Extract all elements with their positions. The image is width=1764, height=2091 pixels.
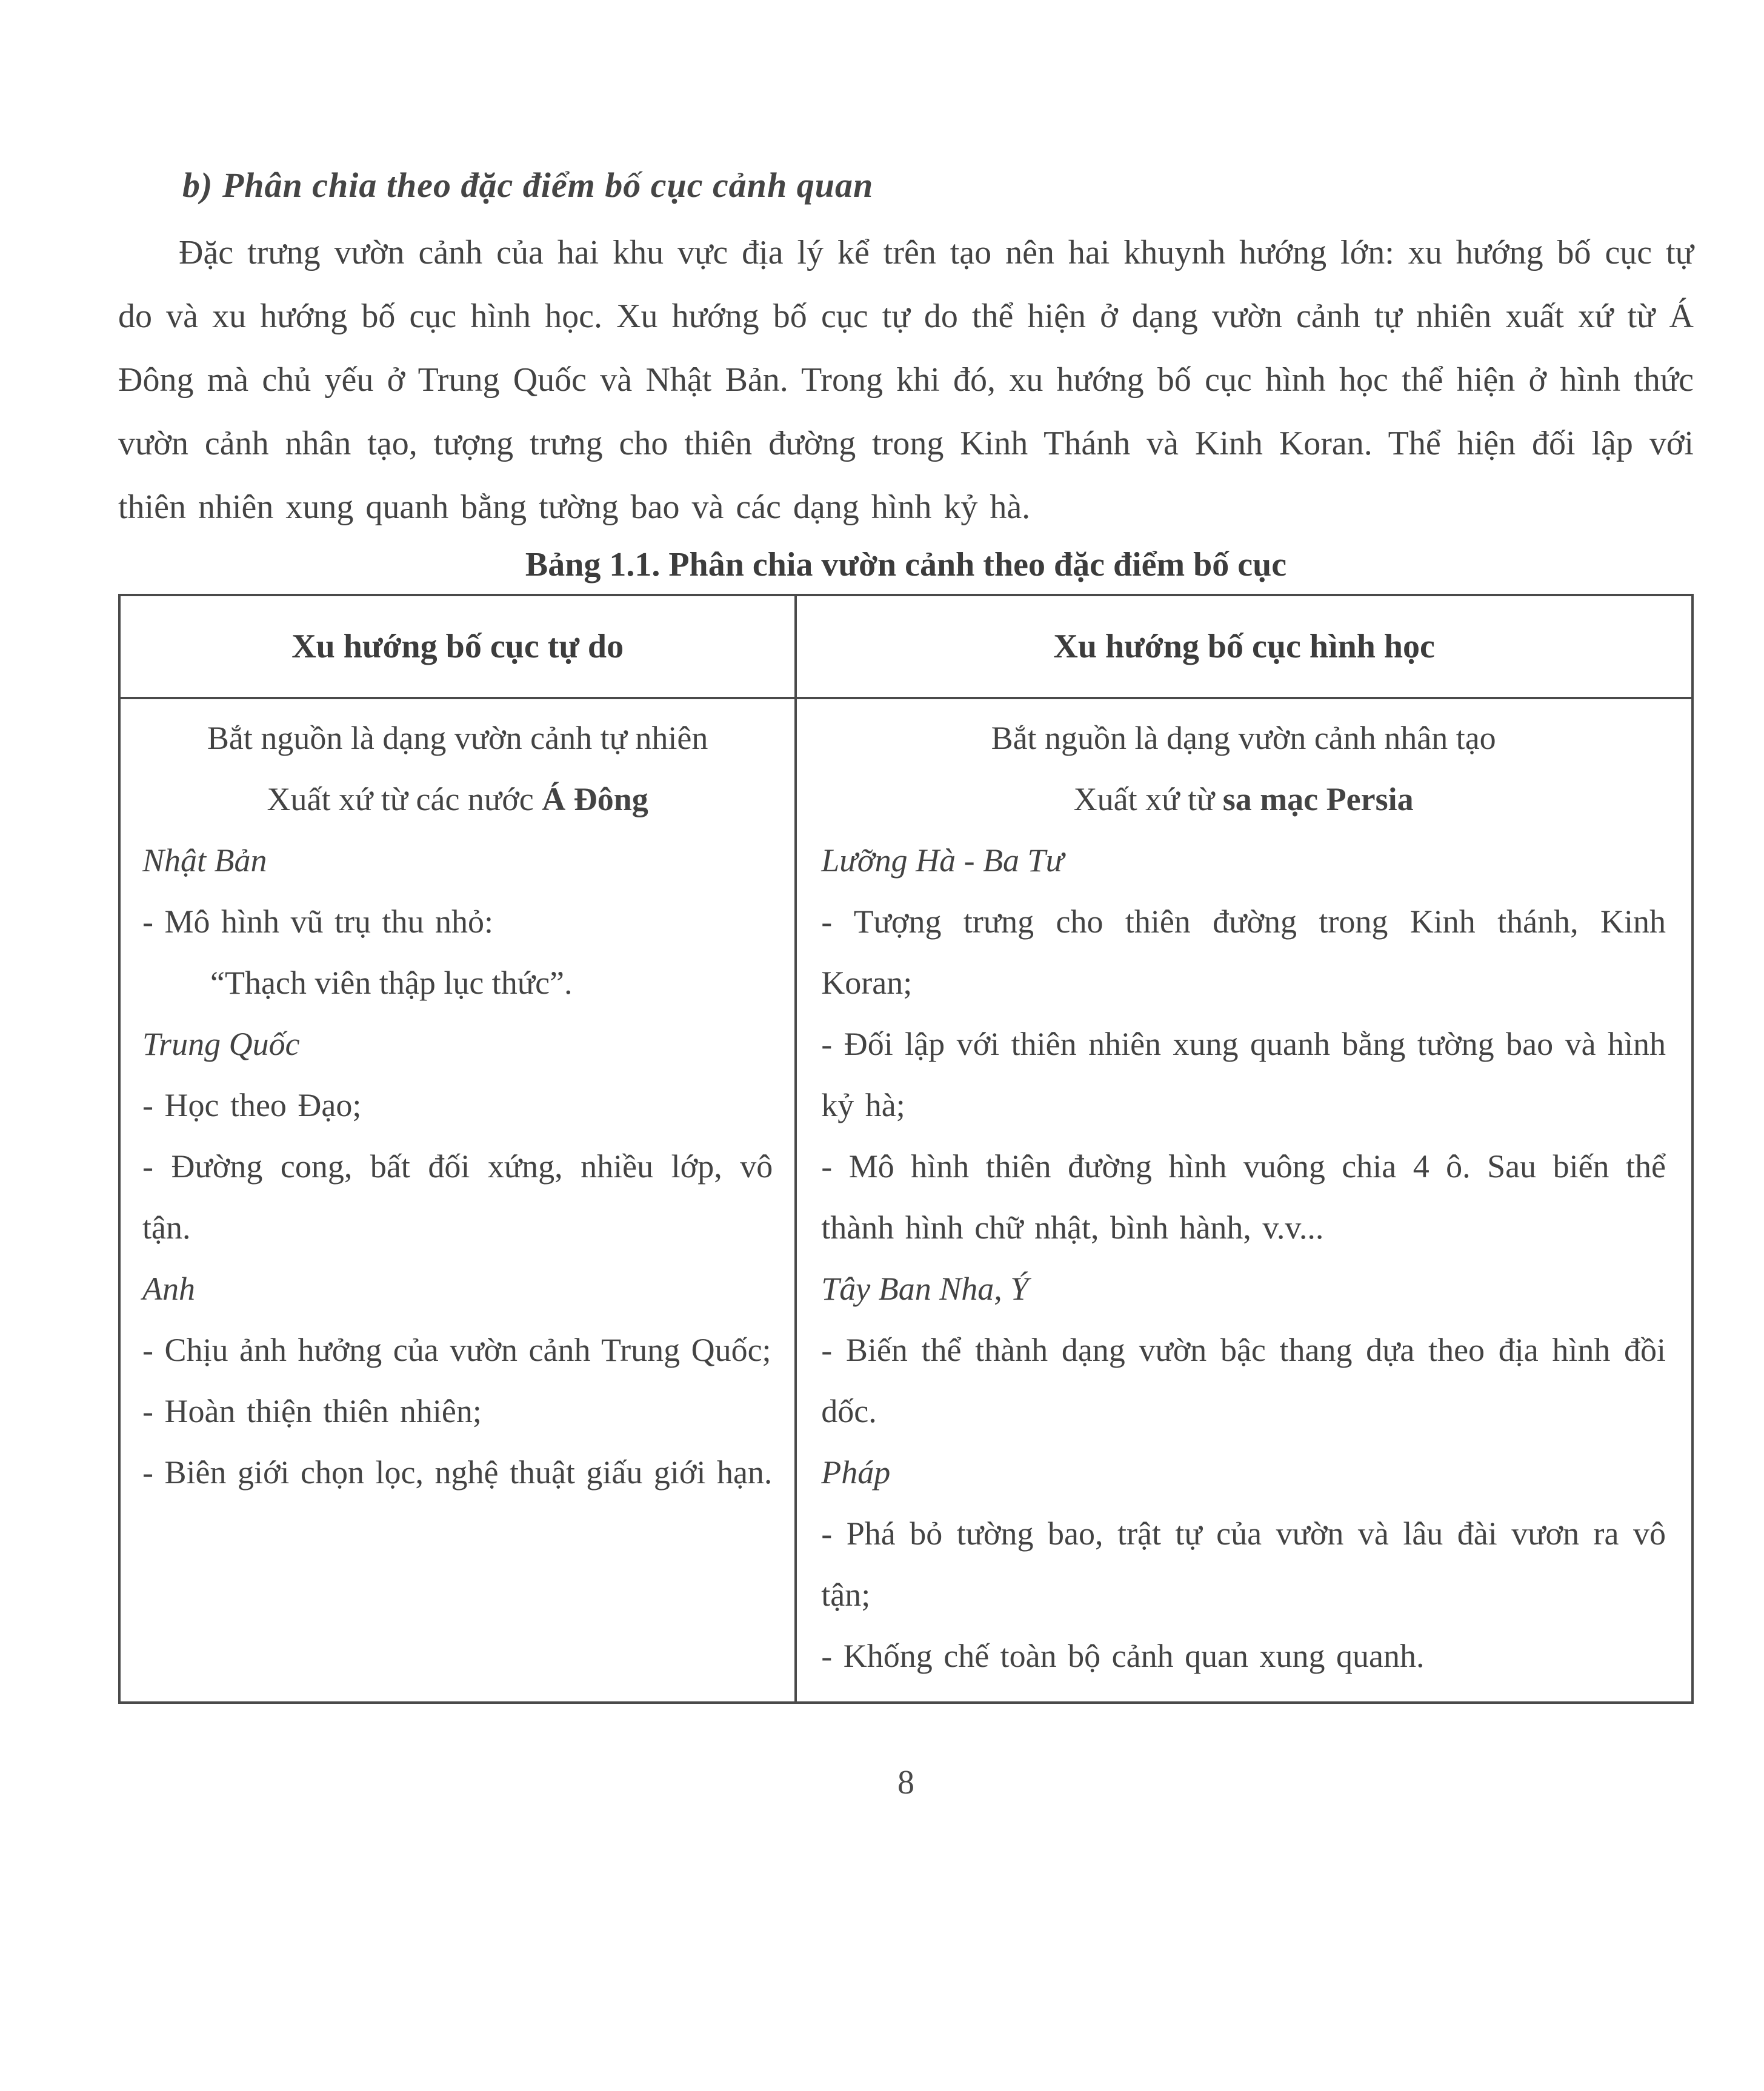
geo-origin-line: Bắt nguồn là dạng vườn cảnh nhân tạo [991,720,1496,756]
country-japan: Nhật Bản [142,842,267,879]
geo-item: - Khống chế toàn bộ cảnh quan xung quanh. [821,1638,1425,1674]
country-france: Pháp [821,1454,891,1491]
free-source-prefix: Xuất xứ từ các nước [267,781,542,817]
table-header-row [119,595,1692,698]
free-source-bold: Á Đông [542,781,648,817]
free-item: - Đường cong, bất đối xứng, nhiều lớp, vô tận. [142,1148,773,1246]
intro-paragraph: Đặc trưng vườn cảnh của hai khu vực địa lý kể trên tạo nên hai khuynh hướng lớn: xu hướng bố cục tự do và xu hướng bố cục hình học. Xu hướng bố cục tự do thể hiện ở dạng vườn cảnh tự nhiên xuất xứ từ Á Đông mà chủ yếu ở Trung Quốc và Nhật Bản. Trong khi đó, xu hướng bố cục hình học thể hiện ở hình thức vườn cảnh nhân tạo, tượng trưng cho thiên đường trong Kinh Thánh và Kinh Koran. Thể hiện đối lập với thiên nhiên xung quanh bằng tường bao và các dạng hình kỷ hà. [118,234,1694,526]
country-mesopotamia-persia: Lưỡng Hà - Ba Tư [821,842,1064,879]
free-origin-line: Bắt nguồn là dạng vườn cảnh tự nhiên [207,720,708,756]
country-spain-italy: Tây Ban Nha, Ý [821,1271,1029,1307]
comparison-table [118,594,1694,1704]
geo-source-bold: sa mạc Persia [1222,781,1414,817]
free-item: - Hoàn thiện thiên nhiên; [142,1393,482,1429]
document-page [0,165,1764,2091]
geo-source-line [821,769,1666,830]
free-item: - Biên giới chọn lọc, nghệ thuật giấu giới hạn. [142,1454,773,1491]
table-body-row [119,698,1692,1703]
geometric-layout-cell [796,698,1692,1703]
country-england: Anh [142,1271,195,1307]
free-item-quote: “Thạch viên thập lục thức”. [210,965,573,1001]
geo-item: - Phá bỏ tường bao, trật tự của vườn và lâu đài vươn ra vô tận; [821,1515,1666,1613]
column-header-free-layout: Xu hướng bố cục tự do [119,595,796,698]
page-number: 8 [897,1764,914,1801]
free-source-line [142,769,773,830]
geo-item: - Biến thể thành dạng vườn bậc thang dựa theo địa hình đồi dốc. [821,1332,1666,1429]
geo-item: - Tượng trưng cho thiên đường trong Kinh thánh, Kinh Koran; [821,903,1666,1001]
geo-item: - Mô hình thiên đường hình vuông chia 4 ô. Sau biến thể thành hình chữ nhật, bình hành, v.v... [821,1148,1666,1246]
country-china: Trung Quốc [142,1026,300,1062]
table-caption: Bảng 1.1. Phân chia vườn cảnh theo đặc điểm bố cục [525,546,1287,583]
free-item: - Học theo Đạo; [142,1087,362,1123]
free-item: - Chịu ảnh hưởng của vườn cảnh Trung Quốc; [142,1332,771,1368]
geo-item: - Đối lập với thiên nhiên xung quanh bằng tường bao và hình kỷ hà; [821,1026,1666,1123]
free-layout-cell [119,698,796,1703]
geo-source-prefix: Xuất xứ từ [1073,781,1223,817]
section-heading: b) Phân chia theo đặc điểm bố cục cảnh quan [182,165,874,205]
free-item: - Mô hình vũ trụ thu nhỏ: [142,903,493,940]
column-header-geometric-layout: Xu hướng bố cục hình học [796,595,1692,698]
